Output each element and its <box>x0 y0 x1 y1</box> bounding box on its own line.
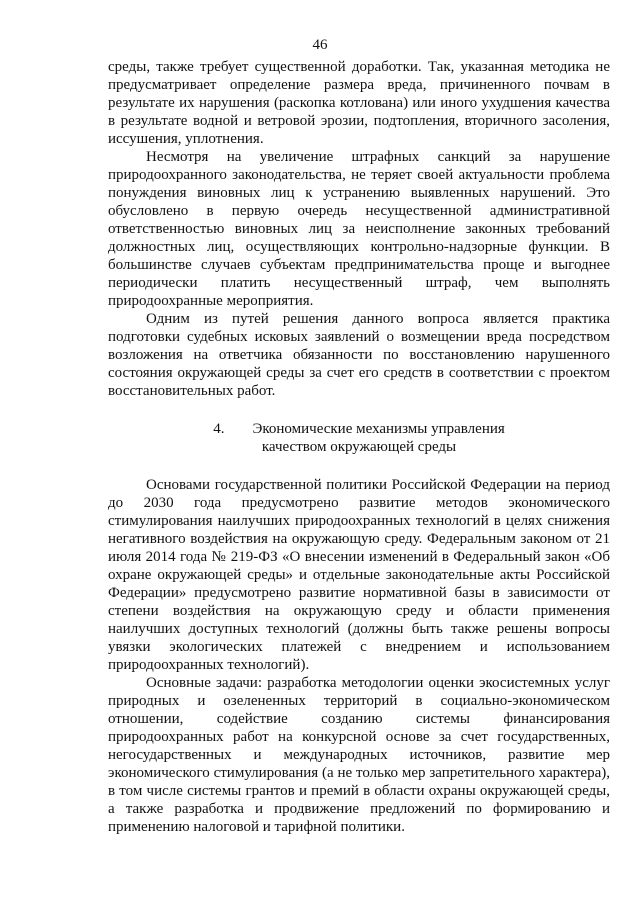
paragraph-court-claims: Одним из путей решения данного вопроса является практика подготовки судебных исковых заявлений о возмещении вреда посредством возложения на ответчика обязанности по восстановлению нарушенного состояния окружающей среды за счет его средств в соответствии с проектом восстановительных работ. <box>108 311 610 399</box>
paragraph-continuation: среды, также требует существенной доработки. Так, указанная методика не предусматривает определение размера вреда, причиненного почвам в результате их нарушения (раскопка котлована) или иного ухудшения качества в результате водной и ветровой эрозии, подтопления, вторичного засоления, иссушения, уплотнения. <box>108 59 610 147</box>
section-title-line1: Экономические механизмы управления <box>252 421 505 437</box>
paragraph-state-policy: Основами государственной политики Российской Федерации на период до 2030 года предусмотрено развитие методов экономического стимулирования наилучших природоохранных технологий в целях снижения негативного воздействия на окружающую среду. Федеральным законом от 21 июля 2014 года № 219-ФЗ «О внесении изменений в Федеральный закон «Об охране окружающей среды» и отдельные законодательные акты Российской Федерации» предусмотрено развитие нормативной базы в зависимости от степени воздействия на окружающую среду и области применения наилучших доступных технологий (должны быть также решены вопросы увязки экологических платежей с внедрением и использованием природоохранных технологий). <box>108 477 610 673</box>
section-number: 4. <box>213 421 225 437</box>
section-title-line2: качеством окружающей среды <box>261 439 457 455</box>
page-number: 46 <box>312 37 328 53</box>
section-heading <box>108 420 610 456</box>
paragraph-penalties: Несмотря на увеличение штрафных санкций за нарушение природоохранного законодательства, не теряет своей актуальности проблема понуждения виновных лиц к устранению выявленных нарушений. Это обусловлено в первую очередь несущественной административной ответственностью виновных лиц за неисполнение законных требований должностных лиц, осуществляющих контрольно-надзорные функции. В большинстве случаев субъектам предпринимательства проще и выгоднее периодически платить несущественный штраф, чем выполнять природоохранные мероприятия. <box>108 149 610 309</box>
document-body <box>108 58 610 836</box>
paragraph-main-tasks: Основные задачи: разработка методологии оценки экосистемных услуг природных и озелененных территорий в социально-экономическом отношении, содействие созданию системы финансирования природоохранных работ на конкурсной основе за счет государственных, негосударственных и международных источников, развитие мер экономического стимулирования (а не только мер запретительного характера), в том числе системы грантов и премий в области охраны окружающей среды, а также разработка и продвижение предложений по формированию и применению налоговой и тарифной политики. <box>108 675 610 835</box>
